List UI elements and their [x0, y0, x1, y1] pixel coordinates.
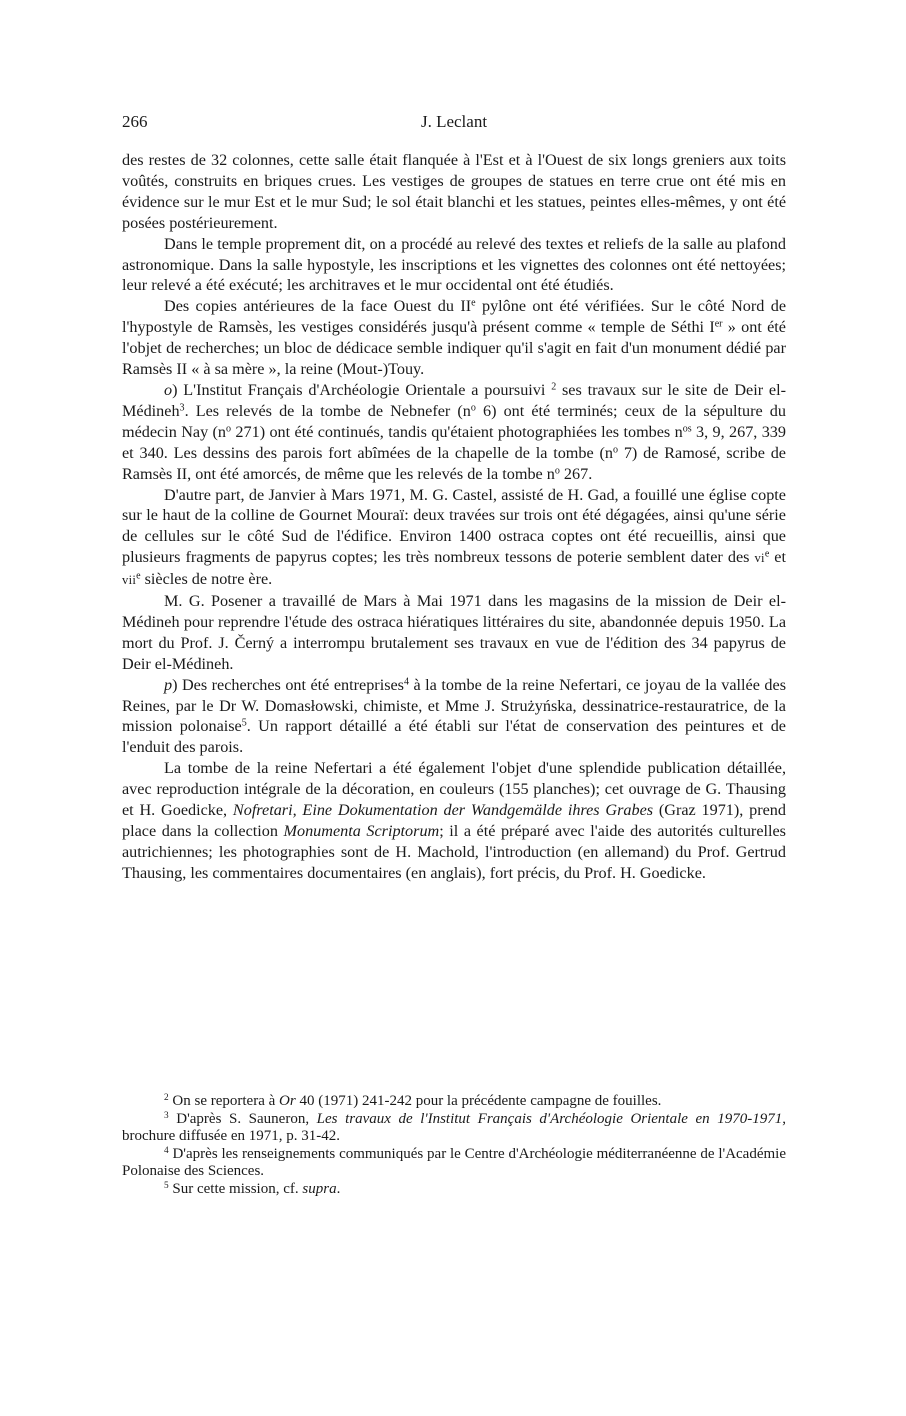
text-run: M. G. Posener a travaillé de Mars à Mai 1971 dans les magasins de la mission de Deir el-Médineh pour reprendre l'étude des ostraca hiératiques littéraires du site, abandonnée depuis 1950. La mort du Prof. J. Černý a interrompu brutalement ses travaux en vue de l'édition des 34 papyrus de Deir el-Médineh. — [122, 592, 786, 673]
small-caps-text: vii — [122, 573, 137, 588]
body-text — [122, 150, 786, 884]
text-run: ; il a été préparé avec l'aide des autorités culturelles autrichiennes; les photographies sont de H. Machold, l'introduction (en allemand) du Prof. Gertrud Thausing, les commentaires documentaires (en anglais), fort précis, du Prof. H. Goedicke. — [122, 822, 786, 882]
italic-text: Or — [279, 1093, 296, 1109]
italic-text: Monumenta Scriptorum — [283, 822, 440, 840]
italic-text: Les travaux de l'Institut Français d'Archéologie Orientale en 1970-1971 — [316, 1110, 783, 1127]
superscript: e — [471, 297, 476, 309]
text-run: D'après les renseignements communiqués par le Centre d'Archéologie méditerranéenne de l'Académie Polonaise des Sciences. — [122, 1145, 786, 1179]
paragraph — [122, 485, 786, 592]
text-run: 3, 9, 267, 339 et 340. Les dessins des parois fort abîmées de la chapelle de la tombe (n — [122, 422, 786, 462]
small-caps-text: vi — [754, 551, 765, 566]
text-run: 6) ont été terminés; ceux de la sépulture du médecin Nay (n — [122, 401, 786, 441]
footnote — [122, 1146, 786, 1181]
paragraph — [122, 380, 786, 485]
superscript: os — [682, 423, 692, 435]
text-run: . Un rapport détaillé a été établi sur l'état de conservation des peintures et de l'enduit des parois. — [122, 717, 786, 757]
text-run: ses travaux sur le site de Deir el-Médineh — [122, 380, 786, 420]
text-run: 40 (1971) 241-242 pour la précédente campagne de fouilles. — [295, 1093, 662, 1109]
text-run: D'autre part, de Janvier à Mars 1971, M. G. Castel, assisté de H. Gad, a fouillé une église copte sur le haut de la colline de Gournet Mouraï: deux travées sur trois ont été dégagées, ainsi qu'une série de cellules sur le côté Sud de l'édifice. Environ 1400 ostraca coptes ont été recueillis, ainsi que plusieurs fragments de papyrus coptes; les très nombreux tessons de poterie semblent dater des — [122, 485, 786, 567]
superscript: 3 — [179, 402, 185, 414]
text-run: ) L'Institut Français d'Archéologie Orientale a poursuivi — [172, 380, 552, 399]
text-run: Dans le temple proprement dit, on a procédé au relevé des textes et reliefs de la salle au plafond astronomique. Dans la salle hypostyle, les inscriptions et les vignettes des colonnes ont été nettoyées; leur relevé a été exécuté; les architraves et le mur occidental ont été étudiés. — [122, 234, 786, 295]
superscript: o — [554, 465, 560, 477]
italic-text: supra — [302, 1180, 337, 1197]
text-run: . — [336, 1180, 341, 1197]
text-run: et — [769, 548, 786, 567]
superscript: 2 — [551, 381, 557, 393]
italic-text: p — [164, 675, 173, 694]
text-run: des restes de 32 colonnes, cette salle était flanquée à l'Est et à l'Ouest de six longs greniers aux toits voûtés, construits en briques crues. Les vestiges de groupes de statues en terre crue ont été mis en évidence sur le mur Est et le mur Sud; le sol était blanchi et les statues, peintes elles-mêmes, y ont été posées postérieurement. — [122, 151, 786, 232]
text-run: à la tombe de la reine Nefertari, ce joyau de la vallée des Reines, par le Dr W. Domasłowski, chimiste, et Mme J. Strużyńska, dessinatrice-restauratrice, de la mission polonaise — [122, 675, 786, 736]
journal-page — [122, 0, 786, 1416]
italic-text: Nofretari, Eine Dokumentation der Wandgemälde ihres Grabes — [232, 801, 654, 820]
superscript: e — [764, 548, 770, 560]
paragraph — [122, 591, 786, 675]
text-run: » ont été l'objet de recherches; un bloc de dédicace semble indiquer qu'il s'agit en fait d'un monument dédié par Ramsès II « à sa mère », la reine (Mout-)Touy. — [122, 318, 786, 379]
text-run: , brochure diffusée en 1971, p. 31-42. — [122, 1110, 786, 1144]
superscript: o — [226, 423, 232, 435]
paragraph — [122, 150, 786, 234]
text-run: D'après S. Sauneron, — [168, 1110, 317, 1127]
superscript: o — [612, 444, 618, 456]
paragraph — [122, 234, 786, 297]
superscript: o — [470, 402, 476, 414]
footnote — [122, 1111, 786, 1146]
page-number: 266 — [122, 112, 148, 131]
footnote — [122, 1181, 786, 1199]
text-run: ) Des recherches ont été entreprises — [172, 675, 404, 694]
text-run: (Graz 1971), prend place dans la collection — [122, 801, 786, 840]
text-run: siècles de notre ère. — [140, 570, 273, 589]
text-run: La tombe de la reine Nefertari a été également l'objet d'une splendide publication détaillée, avec reproduction intégrale de la décoration, en couleurs (155 planches); cet ouvrage de G. Thausing et H. Goedicke, — [122, 759, 786, 820]
text-run: 267. — [559, 464, 593, 483]
superscript: 4 — [164, 1145, 169, 1156]
superscript: 3 — [164, 1110, 169, 1121]
text-run: On se reportera à — [168, 1093, 280, 1109]
superscript: 5 — [241, 717, 247, 729]
italic-text: o — [164, 380, 173, 399]
text-run: 7) de Ramosé, scribe de Ramsès II, ont été amorcés, de même que les relevés de la tombe n — [122, 443, 786, 483]
paragraph — [122, 675, 786, 759]
text-run: 271) ont été continués, tandis qu'étaient photographiées les tombes n — [231, 422, 683, 441]
text-run: Sur cette mission, cf. — [168, 1180, 303, 1197]
paragraph — [122, 296, 786, 380]
superscript: e — [136, 570, 141, 582]
text-run: Des copies antérieures de la face Ouest du II — [164, 297, 472, 316]
superscript: 2 — [164, 1092, 169, 1103]
footnotes — [122, 1093, 786, 1198]
text-run: . Les relevés de la tombe de Nebnefer (n — [184, 401, 471, 420]
paragraph — [122, 758, 786, 883]
text-run: pylône ont été vérifiées. Sur le côté Nord de l'hypostyle de Ramsès, les vestiges considérés jusqu'à présent comme « temple de Séthi I — [122, 297, 787, 337]
superscript: 5 — [164, 1180, 169, 1191]
superscript: 4 — [403, 676, 409, 688]
page-header — [122, 112, 786, 138]
footnote — [122, 1093, 786, 1111]
superscript: er — [714, 318, 723, 330]
running-head: J. Leclant — [420, 112, 488, 131]
